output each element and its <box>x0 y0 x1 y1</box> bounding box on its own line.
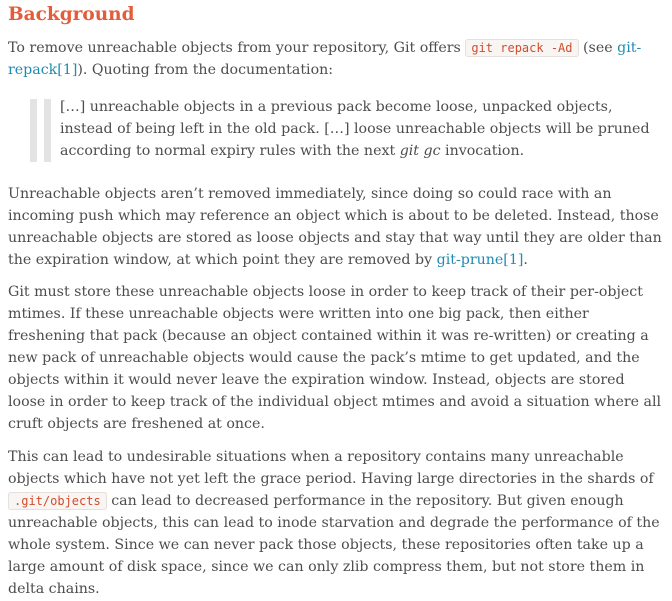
intro-paragraph <box>8 37 664 81</box>
intro-text-before: To remove unreachable objects from your repository, Git offers <box>8 40 466 56</box>
paragraph3-text-before: This can lead to undesirable situations when a repository contains many unreachable objects which have not yet left the grace period. Having large directories in the shards of <box>8 449 654 487</box>
quote-text-after: invocation. <box>440 143 525 159</box>
quote-text-before: […] unreachable objects in a previous pack become loose, unpacked objects, instead of being left in the old pack. […] loose unreachable objects will be pruned according to normal expiry rules with the next <box>60 99 650 159</box>
paragraph1-text-after: . <box>523 252 528 268</box>
section-heading: Background <box>8 4 135 25</box>
documentation-quote <box>30 96 664 162</box>
paragraph-unreachable-objects <box>8 183 664 271</box>
intro-text-middle: (see <box>578 40 618 56</box>
paragraph-loose-mtimes: Git must store these unreachable objects loose in order to keep track of their per-object mtimes. If these unreachable objects were written into one big pack, then either freshening that pack (because an object contained within it was re-written) or creating a new pack of unreachable objects would cause the pack’s mtime to get updated, and the objects within it would never leave the expiration window. Instead, objects are stored loose in order to keep track of the individual object mtimes and avoid a situation where all cruft objects are freshened at once. <box>8 284 662 432</box>
git-objects-path-code: .git/objects <box>8 492 107 510</box>
quote-emphasis-git-gc: git gc <box>399 143 441 159</box>
paragraph1-text-before: Unreachable objects aren’t removed immediately, since doing so could race with an incoming push which may reference an object which is about to be deleted. Instead, those unreachable objects are stored as loose objects and stay that way until they are older than the expiration window, at which point they are removed by <box>8 186 662 268</box>
git-prune-link[interactable]: git-prune[1] <box>436 252 524 268</box>
quote-paragraph <box>60 96 664 162</box>
intro-text-after: ). Quoting from the documentation: <box>77 62 334 78</box>
paragraph-undesirable-situations <box>8 446 664 600</box>
paragraph3-text-after: can lead to decreased performance in the repository. But given enough unreachable objects, this can lead to inode starvation and degrade the performance of the whole system. Since we can never pack those objects, these repositories often take up a large amount of disk space, since we can only zlib compress them, but not store them in delta chains. <box>8 493 660 597</box>
git-repack-link[interactable]: git-repack[1] <box>8 40 642 78</box>
repack-command-code: git repack -Ad <box>465 39 578 57</box>
